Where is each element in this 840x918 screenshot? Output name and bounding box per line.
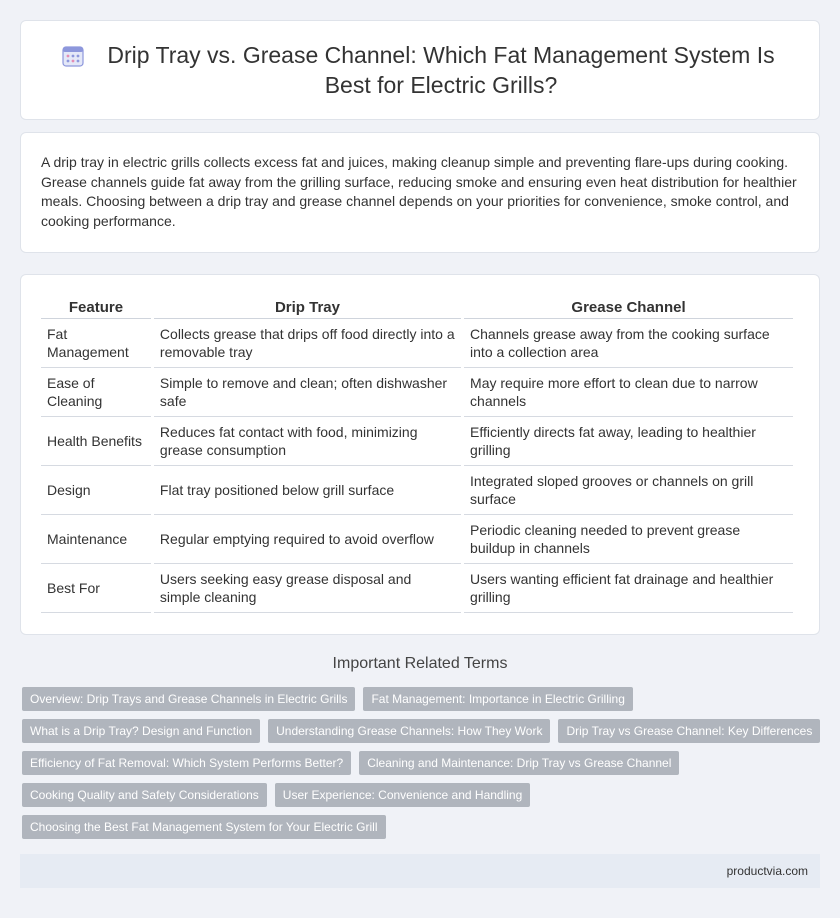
related-terms-list	[22, 687, 822, 847]
table-row	[41, 319, 793, 368]
comparison-table-card	[20, 274, 820, 635]
grease-channel-cell: Users wanting efficient fat drainage and healthier grilling	[464, 564, 793, 613]
table-row	[41, 564, 793, 613]
term-tag[interactable]: Cleaning and Maintenance: Drip Tray vs Grease Channel	[359, 751, 679, 775]
feature-cell: Design	[41, 466, 151, 515]
table-row	[41, 466, 793, 515]
term-tag[interactable]: Efficiency of Fat Removal: Which System Performs Better?	[22, 751, 351, 775]
grease-channel-cell: Channels grease away from the cooking surface into a collection area	[464, 319, 793, 368]
table-row	[41, 368, 793, 417]
header-grease-channel: Grease Channel	[464, 295, 793, 319]
term-row	[22, 719, 822, 743]
table-header-row	[41, 295, 793, 319]
grease-channel-cell: Periodic cleaning needed to prevent grease buildup in channels	[464, 515, 793, 564]
feature-cell: Best For	[41, 564, 151, 613]
page-title: Drip Tray vs. Grease Channel: Which Fat Management System Is Best for Electric Grills?	[107, 42, 775, 98]
drip-tray-cell: Reduces fat contact with food, minimizing grease consumption	[154, 417, 461, 466]
title-wrap	[61, 40, 779, 100]
term-tag[interactable]: Overview: Drip Trays and Grease Channels in Electric Grills	[22, 687, 355, 711]
table-row	[41, 515, 793, 564]
footer-site-link[interactable]: productvia.com	[726, 864, 808, 878]
intro-paragraph: A drip tray in electric grills collects excess fat and juices, making cleanup simple and preventing flare-ups during cooking. Grease channels guide fat away from the grilling surface, reducing smoke and ensuring even heat distribution for healthier meals. Choosing between a drip tray and grease channel depends on your priorities for convenience, smoke control, and cooking performance.	[41, 154, 797, 229]
feature-cell: Maintenance	[41, 515, 151, 564]
term-tag[interactable]: User Experience: Convenience and Handling	[275, 783, 530, 807]
title-card	[20, 20, 820, 120]
grease-channel-cell: Efficiently directs fat away, leading to healthier grilling	[464, 417, 793, 466]
drip-tray-cell: Users seeking easy grease disposal and simple cleaning	[154, 564, 461, 613]
drip-tray-cell: Collects grease that drips off food directly into a removable tray	[154, 319, 461, 368]
feature-cell: Health Benefits	[41, 417, 151, 466]
term-row	[22, 751, 822, 775]
header-feature: Feature	[41, 295, 151, 319]
intro-card	[20, 132, 820, 253]
grease-channel-cell: May require more effort to clean due to narrow channels	[464, 368, 793, 417]
related-terms-heading: Important Related Terms	[332, 655, 508, 672]
term-row	[22, 783, 822, 807]
grease-channel-cell: Integrated sloped grooves or channels on grill surface	[464, 466, 793, 515]
term-tag[interactable]: Cooking Quality and Safety Considerations	[22, 783, 267, 807]
table-row	[41, 417, 793, 466]
drip-tray-cell: Flat tray positioned below grill surface	[154, 466, 461, 515]
term-row	[22, 815, 822, 839]
feature-cell: Ease of Cleaning	[41, 368, 151, 417]
term-tag[interactable]: Drip Tray vs Grease Channel: Key Differences	[558, 719, 820, 743]
term-tag[interactable]: Choosing the Best Fat Management System for Your Electric Grill	[22, 815, 386, 839]
drip-tray-cell: Simple to remove and clean; often dishwasher safe	[154, 368, 461, 417]
term-row	[22, 687, 822, 711]
feature-cell: Fat Management	[41, 319, 151, 368]
term-tag[interactable]: What is a Drip Tray? Design and Function	[22, 719, 260, 743]
comparison-table	[38, 295, 796, 613]
drip-tray-cell: Regular emptying required to avoid overflow	[154, 515, 461, 564]
term-tag[interactable]: Understanding Grease Channels: How They Work	[268, 719, 550, 743]
footer	[20, 854, 820, 888]
term-tag[interactable]: Fat Management: Importance in Electric Grilling	[363, 687, 632, 711]
calendar-grid-icon	[61, 44, 85, 68]
header-drip-tray: Drip Tray	[154, 295, 461, 319]
